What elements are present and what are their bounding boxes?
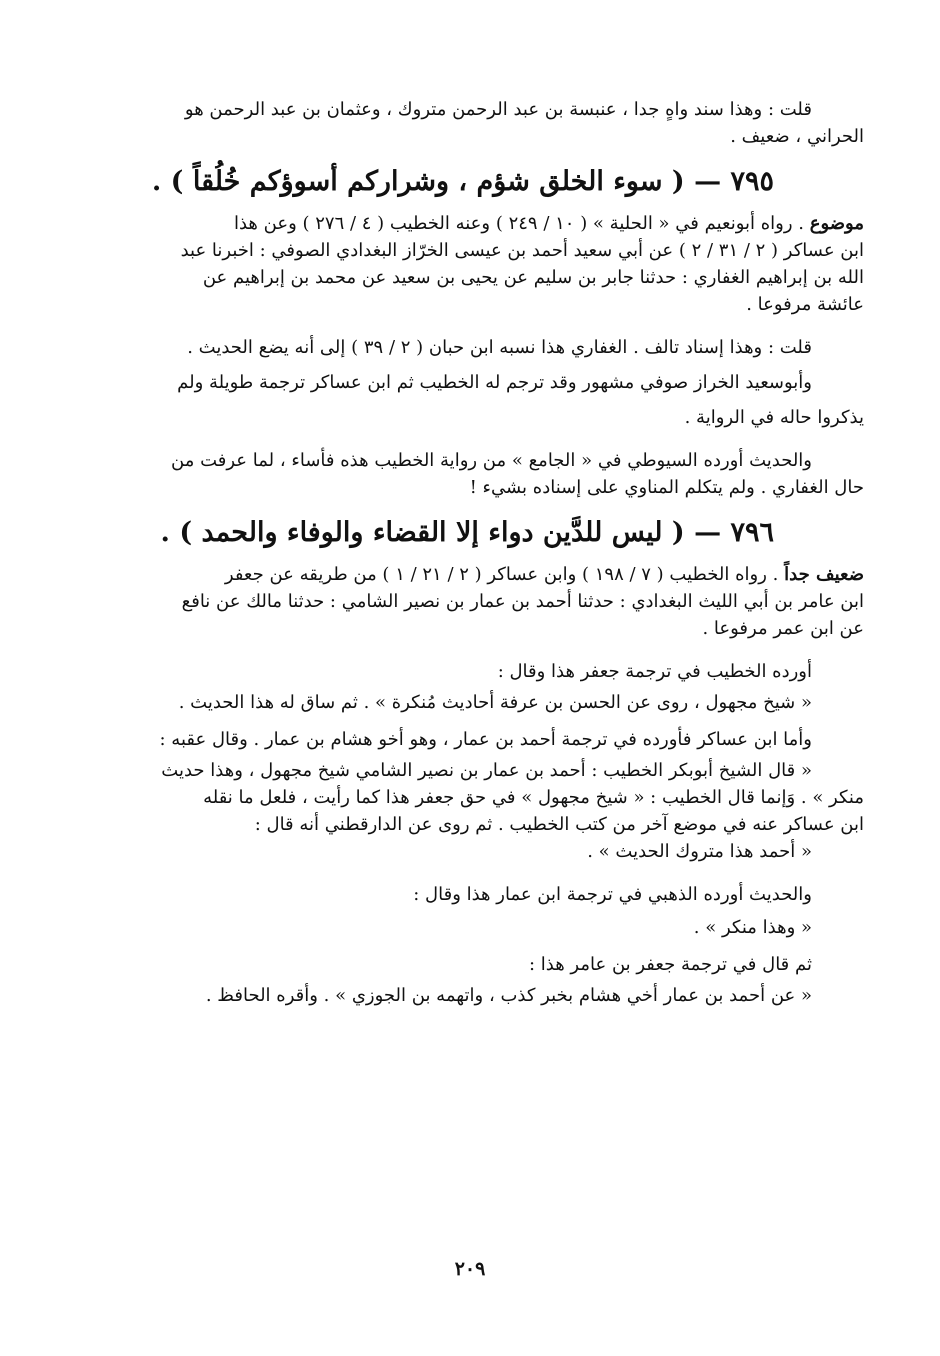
- text-line: ابن عساكر ( ٢ / ٣١ / ٢ ) عن أبي سعيد أحمد بن عيسى الخرّاز البغدادي الصوفي : اخبرنا عبد: [180, 240, 864, 261]
- text-line: والحديث أورده الذهبي في ترجمة ابن عمار هذا وقال :: [413, 884, 812, 905]
- text-line: قلت : وهذا إسناد تالف . الغفاري هذا نسبه ابن حبان ( ٢ / ٣٩ ) إلى أنه يضع الحديث .: [187, 337, 812, 358]
- hadith-796-asakir: [108, 726, 864, 865]
- hadith-796-khatib: [108, 658, 864, 716]
- text-line: « عن أحمد بن عمار أخي هشام بخبر كذب ، واتهمه بن الجوزي » . وأقره الحافظ .: [205, 985, 812, 1006]
- text-line: وأما ابن عساكر فأورده في ترجمة أحمد بن عمار ، وهو أخو هشام بن عمار . وقال عقبه :: [159, 729, 812, 750]
- text-line: والحديث أورده السيوطي في « الجامع » من رواية الخطيب هذه فأساء ، لما عرفت من: [171, 450, 812, 471]
- text-line: قلت : وهذا سند واهٍ جدا ، عنبسة بن عبد الرحمن متروك ، وعثمان بن عبد الرحمن هو: [184, 99, 812, 120]
- text-span: . رواه الخطيب ( ٧ / ١٩٨ ) وابن عساكر ( ٢ / ٢١ / ١ ) من طريقه عن جعفر: [224, 564, 779, 585]
- text-line: ابن عساكر عنه في موضع آخر من كتب الخطيب . ثم روى عن الدارقطني أنه قال :: [254, 814, 864, 835]
- text-line: أورده الخطيب في ترجمة جعفر هذا وقال :: [497, 661, 812, 682]
- hadith-grade: موضوع: [809, 213, 864, 234]
- text-line: « وهذا منكر » .: [693, 917, 812, 938]
- text-line: « قال الشيخ أبوبكر الخطيب : أحمد بن عمار بن نصير الشامي شيخ مجهول ، وهذا حديث: [161, 760, 812, 781]
- text-span: . رواه أبونعيم في « الحلية » ( ١٠ / ٢٤٩ ) وعنه الخطيب ( ٤ / ٢٧٦ ) وعن هذا: [233, 213, 804, 234]
- text-line: حال الغفاري . ولم يتكلم المناوي على إسناده بشيء !: [469, 477, 864, 498]
- text-line: « أحمد هذا متروك الحديث » .: [587, 841, 812, 862]
- text-line: عائشة مرفوعا .: [746, 294, 864, 315]
- text-line: الحراني ، ضعيف .: [730, 126, 864, 147]
- text-line: ابن عامر بن أبي الليث البغدادي : حدثنا أحمد بن عمار بن نصير الشامي : حدثنا مالك عن نافع: [181, 591, 864, 612]
- text-line: ثم قال في ترجمة جعفر بن عامر هذا :: [528, 954, 812, 975]
- top-note: [108, 96, 864, 150]
- text-line: عن ابن عمر مرفوعا .: [702, 618, 864, 639]
- text-line: يذكروا حاله في الرواية .: [684, 407, 864, 428]
- text-line: [108, 210, 864, 237]
- hadith-795-suyuti: [108, 447, 864, 501]
- page-number: ٢٠٩: [454, 1258, 486, 1280]
- hadith-grade: ضعيف جداً: [784, 564, 864, 585]
- hadith-796-takhrij: [108, 561, 864, 642]
- text-line: « شيخ مجهول ، روى عن الحسن بن عرفة أحاديث مُنكرة » . ثم ساق له هذا الحديث .: [178, 692, 812, 713]
- text-line: الله بن إبراهيم الغفاري : حدثنا جابر بن سليم عن يحيى بن سعيد عن محمد بن إبراهيم عن: [202, 267, 864, 288]
- text-line: [108, 561, 864, 588]
- text-line: منكر » . وَإنما قال الخطيب : « شيخ مجهول » في حق جعفر هذا كما رأيت ، فلعل ما نقله: [203, 787, 864, 808]
- hadith-795-note: [108, 334, 864, 431]
- text-line: وأبوسعيد الخراز صوفي مشهور وقد ترجم له الخطيب ثم ابن عساكر ترجمة طويلة ولم: [177, 372, 812, 393]
- hadith-795-takhrij: [108, 210, 864, 318]
- hadith-796-final: [108, 951, 864, 1009]
- hadith-795-title: ٧٩٥ — ( سوء الخلق شؤم ، وشراركم أسوؤكم خُلُقاً ) .: [151, 166, 774, 197]
- hadith-796-dhahabi: [108, 881, 864, 941]
- hadith-796-title: ٧٩٦ — ( ليس للدَّين دواء إلا القضاء والوفاء والحمد ) .: [160, 517, 774, 548]
